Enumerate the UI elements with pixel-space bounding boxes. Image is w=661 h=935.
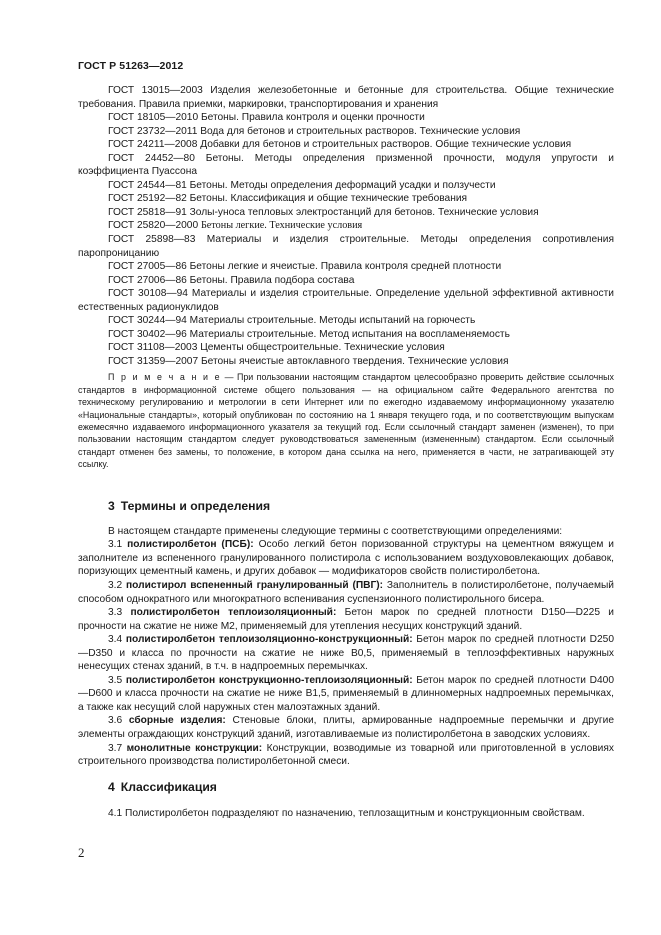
term-number: 3.4: [108, 634, 126, 646]
section-4-paragraph: 4.1 Полистиролбетон подразделяют по назначению, теплозащитным и конструкционным свойствам.: [108, 808, 585, 820]
term-number: 3.5: [108, 674, 126, 686]
reference-item: ГОСТ 24211—2008 Добавки для бетонов и строительных растворов. Общие технические условия: [108, 139, 572, 151]
section-title: Классификация: [120, 779, 217, 794]
term-definition: [78, 579, 614, 606]
term-text: Бетон марок по средней плотности D400—D600 и класса прочности на сжатие не ниже В1,5, применяемый в длинномерных надпроемных перемычках, а также как несущий слой наружных стен малоэтажных зданий.: [78, 674, 614, 713]
reference-item: ГОСТ 24452—80 Бетоны. Методы определения призменной прочности, модуля упругости и коэффициента Пуассона: [78, 152, 614, 178]
term-definition: [78, 674, 614, 715]
term-definition: [78, 606, 614, 633]
reference-item: ГОСТ 18105—2010 Бетоны. Правила контроля и оценки прочности: [108, 112, 425, 124]
reference-item: ГОСТ 30244—94 Материалы строительные. Методы испытаний на горючесть: [108, 315, 476, 327]
reference-item: ГОСТ 30402—96 Материалы строительные. Метод испытания на воспламеняемость: [108, 328, 510, 340]
term-definition: [78, 714, 614, 741]
reference-item: ГОСТ 25818—91 Золы-уноса тепловых электростанций для бетонов. Технические условия: [108, 206, 539, 218]
document-body: [78, 84, 614, 821]
term-definition: [78, 633, 614, 674]
term-text: Бетон марок по средней плотности D150—D225 и прочности на сжатие не ниже М2, применяемый для утепления несущих конструкций зданий.: [78, 607, 614, 632]
reference-item: ГОСТ 27006—86 Бетоны. Правила подбора состава: [108, 274, 355, 286]
reference-item: ГОСТ 25192—82 Бетоны. Классификация и общие технические требования: [108, 193, 468, 205]
term-number: 3.7: [108, 742, 127, 754]
term-name: полистиролбетон конструкционно-теплоизоляционный:: [125, 674, 413, 686]
references-list: [78, 84, 614, 368]
reference-item: ГОСТ 30108—94 Материалы и изделия строительные. Определение удельной эффективной активности естественных радионуклидов: [78, 288, 614, 313]
term-definition: [78, 538, 614, 579]
term-name: монолитные конструкции:: [126, 742, 263, 754]
term-number: 3.6: [108, 715, 129, 727]
reference-item: ГОСТ 27005—86 Бетоны легкие и ячеистые. Правила контроля средней плотности: [108, 261, 502, 273]
section-4-heading: [78, 781, 614, 795]
note-paragraph: [78, 371, 614, 470]
reference-code: ГОСТ 25820—2000: [108, 220, 201, 232]
term-name: полистирол вспененный гранулированный (ПВГ):: [125, 579, 384, 591]
term-name: сборные изделия:: [128, 715, 226, 727]
reference-item: ГОСТ 24544—81 Бетоны. Методы определения деформаций усадки и ползучести: [108, 179, 496, 191]
term-text: Заполнитель в полистиролбетоне, получаемый способом однократного или многократного вспенивания суспензионного полистирольного бисера.: [78, 579, 614, 605]
term-text: Стеновые блоки, плиты, армированные надпроемные перемычки и другие элементы ограждающих конструкций зданий, изготавливаемые из полистиролбетона в заводских условиях.: [78, 715, 614, 740]
section-number: 3: [108, 499, 115, 514]
reference-item: ГОСТ 25898—83 Материалы и изделия строительные. Методы определения сопротивления паропроницанию: [78, 234, 614, 259]
term-name: полистиролбетон теплоизоляционный:: [130, 607, 337, 619]
reference-title-serif: Бетоны легкие. Технические условия: [200, 220, 363, 232]
document-header: ГОСТ Р 51263—2012: [78, 60, 184, 72]
section-3-intro: В настоящем стандарте применены следующие термины с соответствующими определениями:: [108, 525, 563, 537]
section-3-heading: [78, 500, 614, 514]
term-number: 3.3: [108, 607, 131, 619]
page-number: 2: [78, 845, 85, 860]
term-definition: [78, 742, 614, 769]
note-text: — При пользовании настоящим стандартом целесообразно проверить действие ссылочных стандартов в информационной системе общего пользования — на официальном сайте Федерального агентства по техническому регулированию и метрологии в сети Интернет или по ежегодно издаваемому информационному указателю «Национальные стандарты», который опубликован по состоянию на 1 января текущего года, и по соответствующим выпускам ежемесячно издаваемого информационного указателя за текущий год. Если ссылочный стандарт заменен (изменен), то при пользовании настоящим стандартом следует руководствоваться замененным (измененным) стандартом. Если ссылочный стандарт отменен без замены, то положение, в котором дана ссылка на него, применяется в части, не затрагивающей эту ссылку.: [78, 372, 614, 469]
term-text: Особо легкий бетон поризованной структуры на цементном вяжущем и заполнителе из вспененного гранулированного полистирола с использованием воздухововлекающих добавок, поризующих цементный камень, и других добавок — модификаторов свойств полистиролбетона.: [78, 539, 614, 578]
reference-item: ГОСТ 13015—2003 Изделия железобетонные и бетонные для строительства. Общие технические требования. Правила приемки, маркировки, транспортирования и хранения: [78, 85, 614, 110]
term-text: Конструкции, возводимые из товарной или приготовленной в условиях строительного производства полистиролбетонной смеси.: [78, 742, 614, 768]
term-number: 3.1: [108, 539, 128, 551]
reference-item: ГОСТ 31359—2007 Бетоны ячеистые автоклавного твердения. Технические условия: [108, 355, 509, 367]
section-title: Термины и определения: [120, 499, 271, 514]
note-label: П р и м е ч а н и е: [108, 372, 222, 383]
term-number: 3.2: [108, 579, 126, 591]
section-number: 4: [108, 779, 115, 794]
term-text: Бетон марок по средней плотности D250—D350 и класса по прочности на сжатие не ниже В0,5, применяемый в теплоэффективных наружных ненесущих стенах зданий, в т.ч. в надпроемных перемычках.: [78, 634, 614, 673]
reference-item: ГОСТ 31108—2003 Цементы общестроительные. Технические условия: [108, 342, 445, 354]
reference-item: [78, 219, 614, 233]
term-name: полистиролбетон теплоизоляционно-конструкционный:: [125, 634, 413, 646]
reference-item: ГОСТ 23732—2011 Вода для бетонов и строительных растворов. Технические условия: [108, 125, 521, 137]
term-name: полистиролбетон (ПСБ):: [127, 539, 254, 551]
